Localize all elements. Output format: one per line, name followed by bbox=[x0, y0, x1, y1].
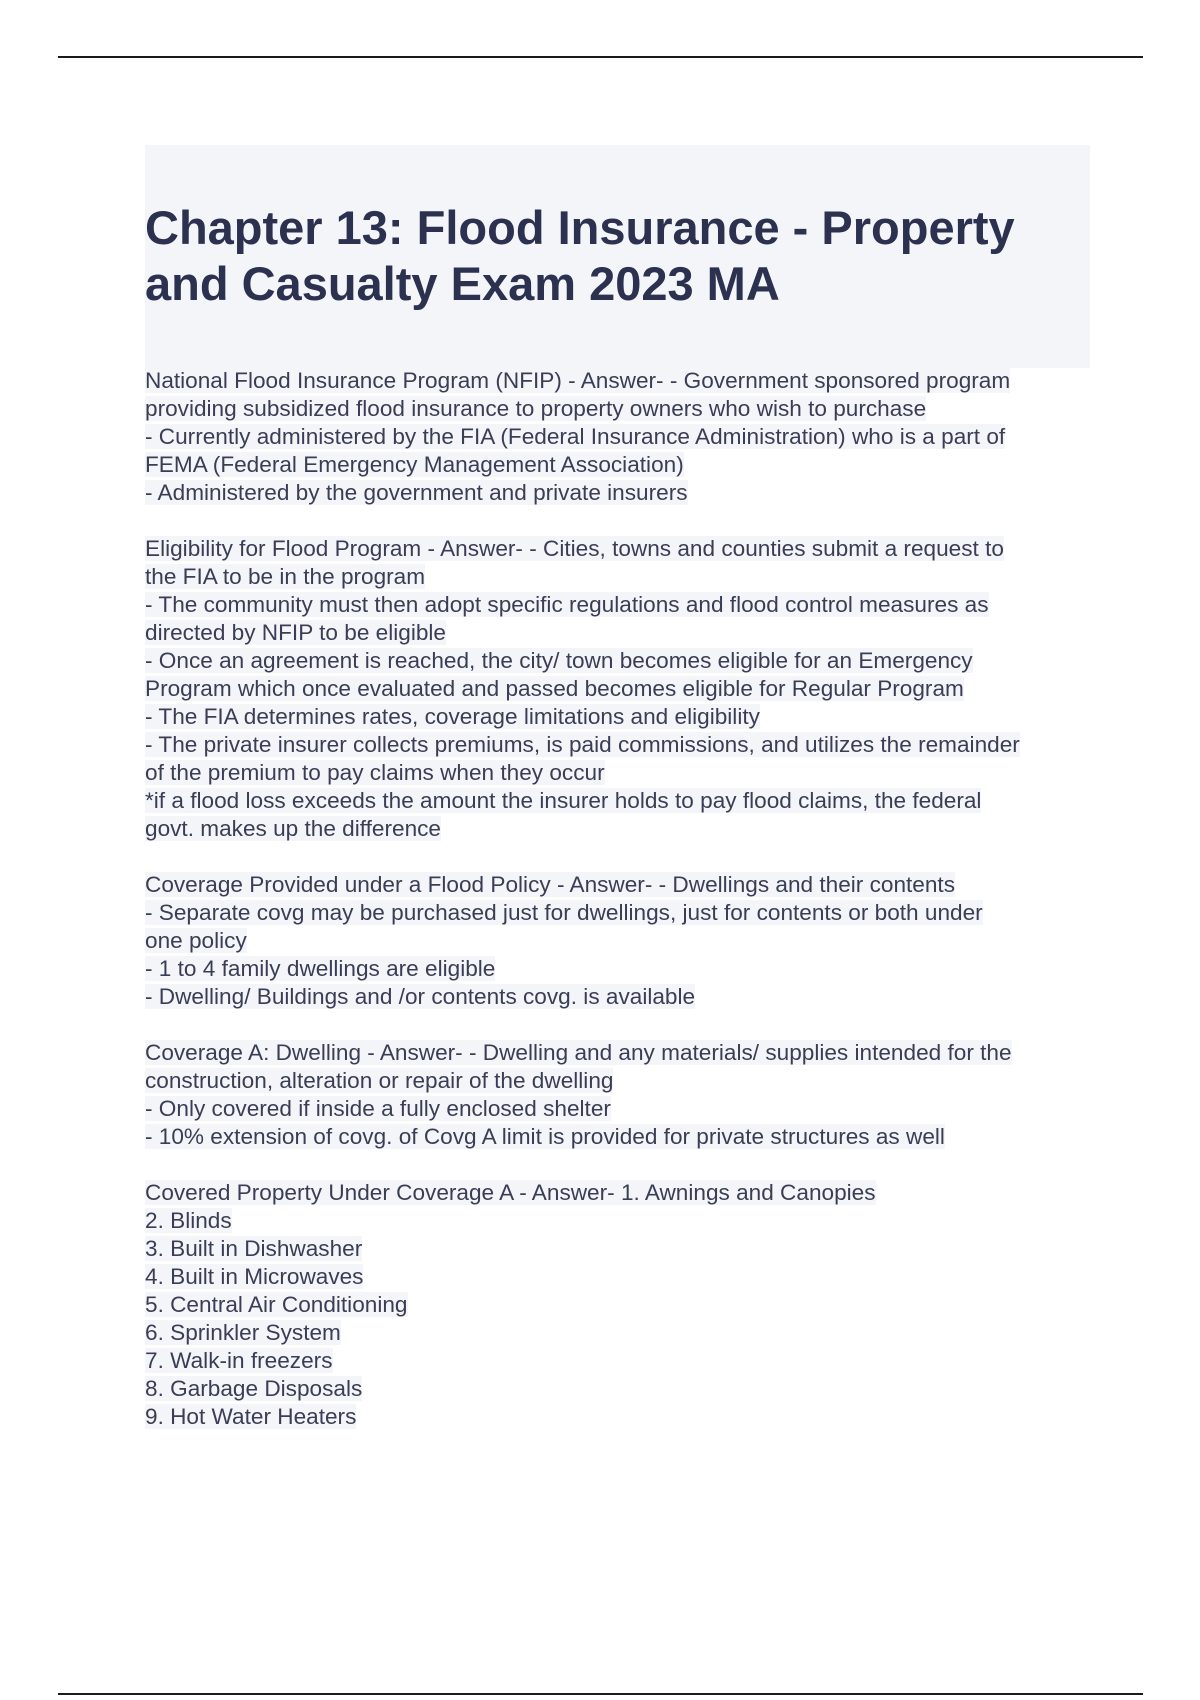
text-line: - Dwelling/ Buildings and /or contents covg. is available bbox=[145, 984, 696, 1009]
text-line: directed by NFIP to be eligible bbox=[145, 620, 446, 645]
list-item: 6. Sprinkler System bbox=[145, 1320, 341, 1345]
entry-eligibility bbox=[145, 535, 1090, 843]
text-line: National Flood Insurance Program (NFIP) - Answer- - Government sponsored program bbox=[145, 368, 1011, 393]
list-item: 3. Built in Dishwasher bbox=[145, 1236, 363, 1261]
list-item: 9. Hot Water Heaters bbox=[145, 1404, 357, 1429]
top-divider bbox=[58, 56, 1143, 58]
text-line: - Only covered if inside a fully enclosed shelter bbox=[145, 1096, 611, 1121]
text-line: *if a flood loss exceeds the amount the insurer holds to pay flood claims, the federal bbox=[145, 788, 982, 813]
text-line: - The community must then adopt specific regulations and flood control measures as bbox=[145, 592, 989, 617]
text-line: - 10% extension of covg. of Covg A limit is provided for private structures as well bbox=[145, 1124, 945, 1149]
text-line: Covered Property Under Coverage A - Answer- 1. Awnings and Canopies bbox=[145, 1180, 876, 1205]
text-line: - Currently administered by the FIA (Federal Insurance Administration) who is a part of bbox=[145, 424, 1006, 449]
title-block bbox=[145, 145, 1090, 368]
text-line: providing subsidized flood insurance to property owners who wish to purchase bbox=[145, 396, 927, 421]
text-line: govt. makes up the difference bbox=[145, 816, 441, 841]
text-line: Coverage Provided under a Flood Policy - Answer- - Dwellings and their contents bbox=[145, 872, 956, 897]
entry-coverage-a bbox=[145, 1039, 1090, 1151]
text-line: - 1 to 4 family dwellings are eligible bbox=[145, 956, 496, 981]
title-line: and Casualty Exam 2023 MA bbox=[145, 257, 780, 310]
entry-coverage-provided bbox=[145, 871, 1090, 1011]
text-line: - The FIA determines rates, coverage limitations and eligibility bbox=[145, 704, 760, 729]
page-title bbox=[145, 200, 1015, 312]
list-item: 7. Walk-in freezers bbox=[145, 1348, 333, 1373]
text-line: - The private insurer collects premiums, is paid commissions, and utilizes the remainder bbox=[145, 732, 1020, 757]
text-line: FEMA (Federal Emergency Management Association) bbox=[145, 452, 684, 477]
text-line: one policy bbox=[145, 928, 247, 953]
bottom-divider bbox=[58, 1693, 1143, 1695]
text-line: Eligibility for Flood Program - Answer- - Cities, towns and counties submit a request to bbox=[145, 536, 1004, 561]
title-line: Chapter 13: Flood Insurance - Property bbox=[145, 201, 1015, 254]
text-line: construction, alteration or repair of the dwelling bbox=[145, 1068, 614, 1093]
document-body bbox=[145, 367, 1090, 1459]
entry-covered-property bbox=[145, 1179, 1090, 1431]
text-line: - Separate covg may be purchased just for dwellings, just for contents or both under bbox=[145, 900, 983, 925]
list-item: 5. Central Air Conditioning bbox=[145, 1292, 408, 1317]
text-line: - Administered by the government and private insurers bbox=[145, 480, 688, 505]
list-item: 2. Blinds bbox=[145, 1208, 232, 1233]
text-line: Program which once evaluated and passed becomes eligible for Regular Program bbox=[145, 676, 964, 701]
text-line: of the premium to pay claims when they occur bbox=[145, 760, 605, 785]
entry-nfip bbox=[145, 367, 1090, 507]
text-line: - Once an agreement is reached, the city/ town becomes eligible for an Emergency bbox=[145, 648, 973, 673]
text-line: Coverage A: Dwelling - Answer- - Dwelling and any materials/ supplies intended for the bbox=[145, 1040, 1012, 1065]
text-line: the FIA to be in the program bbox=[145, 564, 426, 589]
list-item: 8. Garbage Disposals bbox=[145, 1376, 363, 1401]
list-item: 4. Built in Microwaves bbox=[145, 1264, 364, 1289]
